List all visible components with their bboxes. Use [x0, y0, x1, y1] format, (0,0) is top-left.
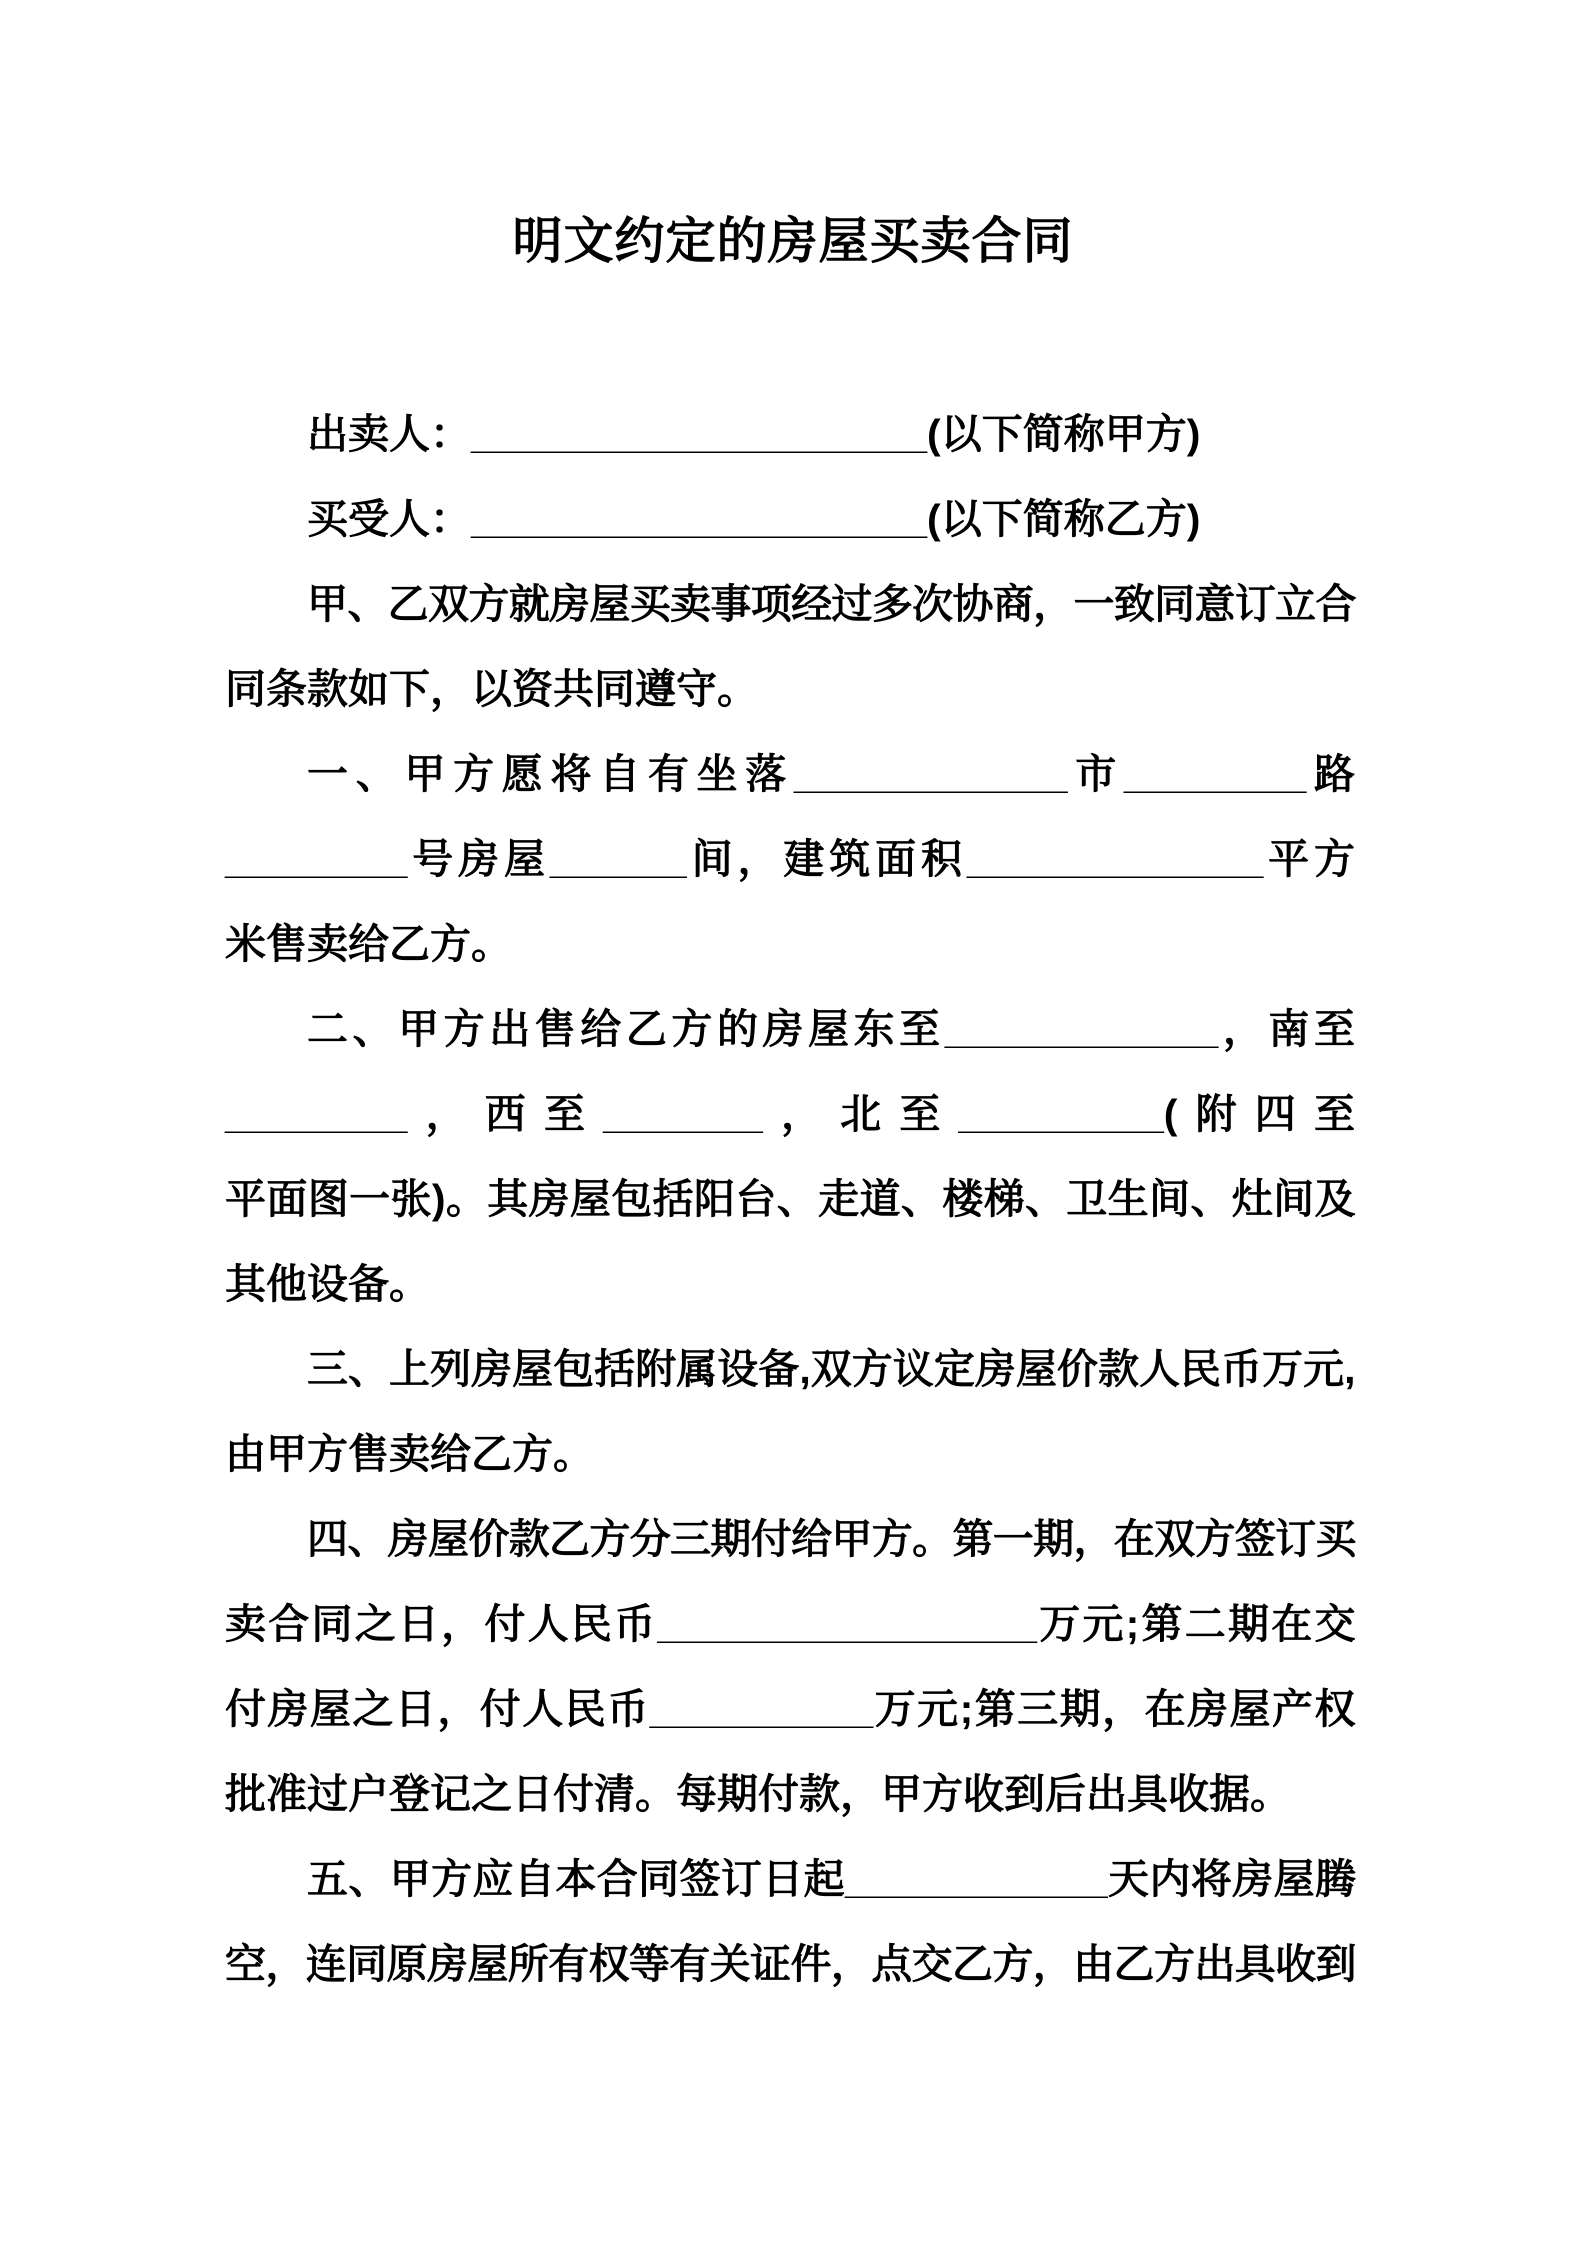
contract-line-clause4-1: 四、房屋价款乙方分三期付给甲方。第一期，在双方签订买 [307, 1516, 1355, 1562]
contract-line-clause3-2: 由甲方售卖给乙方。 [225, 1431, 594, 1477]
contract-line-clause2-3: 平面图一张)。其房屋包括阳台、走道、楼梯、卫生间、灶间及 [225, 1176, 1355, 1222]
document-title: 明文约定的房屋买卖合同 [512, 213, 1074, 269]
contract-line-clause3-1: 三、上列房屋包括附属设备,双方议定房屋价款人民币万元, [307, 1346, 1355, 1392]
contract-line-clause2-1: 二、甲方出售给乙方的房屋东至____________，南至 [307, 1006, 1355, 1052]
contract-line-clause4-4: 批准过户登记之日付清。每期付款，甲方收到后出具收据。 [225, 1771, 1291, 1817]
document-body [225, 392, 1355, 2007]
contract-line-clause1-3: 米售卖给乙方。 [225, 921, 512, 967]
contract-line-clause4-2: 卖合同之日，付人民币_________________万元;第二期在交 [225, 1601, 1355, 1647]
contract-line-preamble-2: 同条款如下，以资共同遵守。 [225, 666, 758, 712]
contract-line-clause1-1: 一、甲方愿将自有坐落____________市________路 [307, 751, 1355, 797]
contract-line-clause2-4: 其他设备。 [225, 1261, 430, 1307]
contract-line-preamble-1: 甲、乙双方就房屋买卖事项经过多次协商，一致同意订立合 [307, 581, 1355, 627]
contract-line-clause5-2: 空，连同原房屋所有权等有关证件，点交乙方，由乙方出具收到 [225, 1941, 1355, 1987]
contract-line-seller: 出卖人：____________________(以下简称甲方) [307, 411, 1201, 457]
contract-line-clause4-3: 付房屋之日，付人民币__________万元;第三期，在房屋产权 [225, 1686, 1355, 1732]
contract-line-clause1-2: ________号房屋______间，建筑面积_____________平方 [225, 836, 1355, 882]
contract-line-clause5-1: 五、甲方应自本合同签订日起____________天内将房屋腾 [307, 1856, 1355, 1902]
contract-line-clause2-2: ________，西至_______，北至_________(附四至 [225, 1091, 1355, 1137]
contract-line-buyer: 买受人：____________________(以下简称乙方) [307, 496, 1201, 542]
